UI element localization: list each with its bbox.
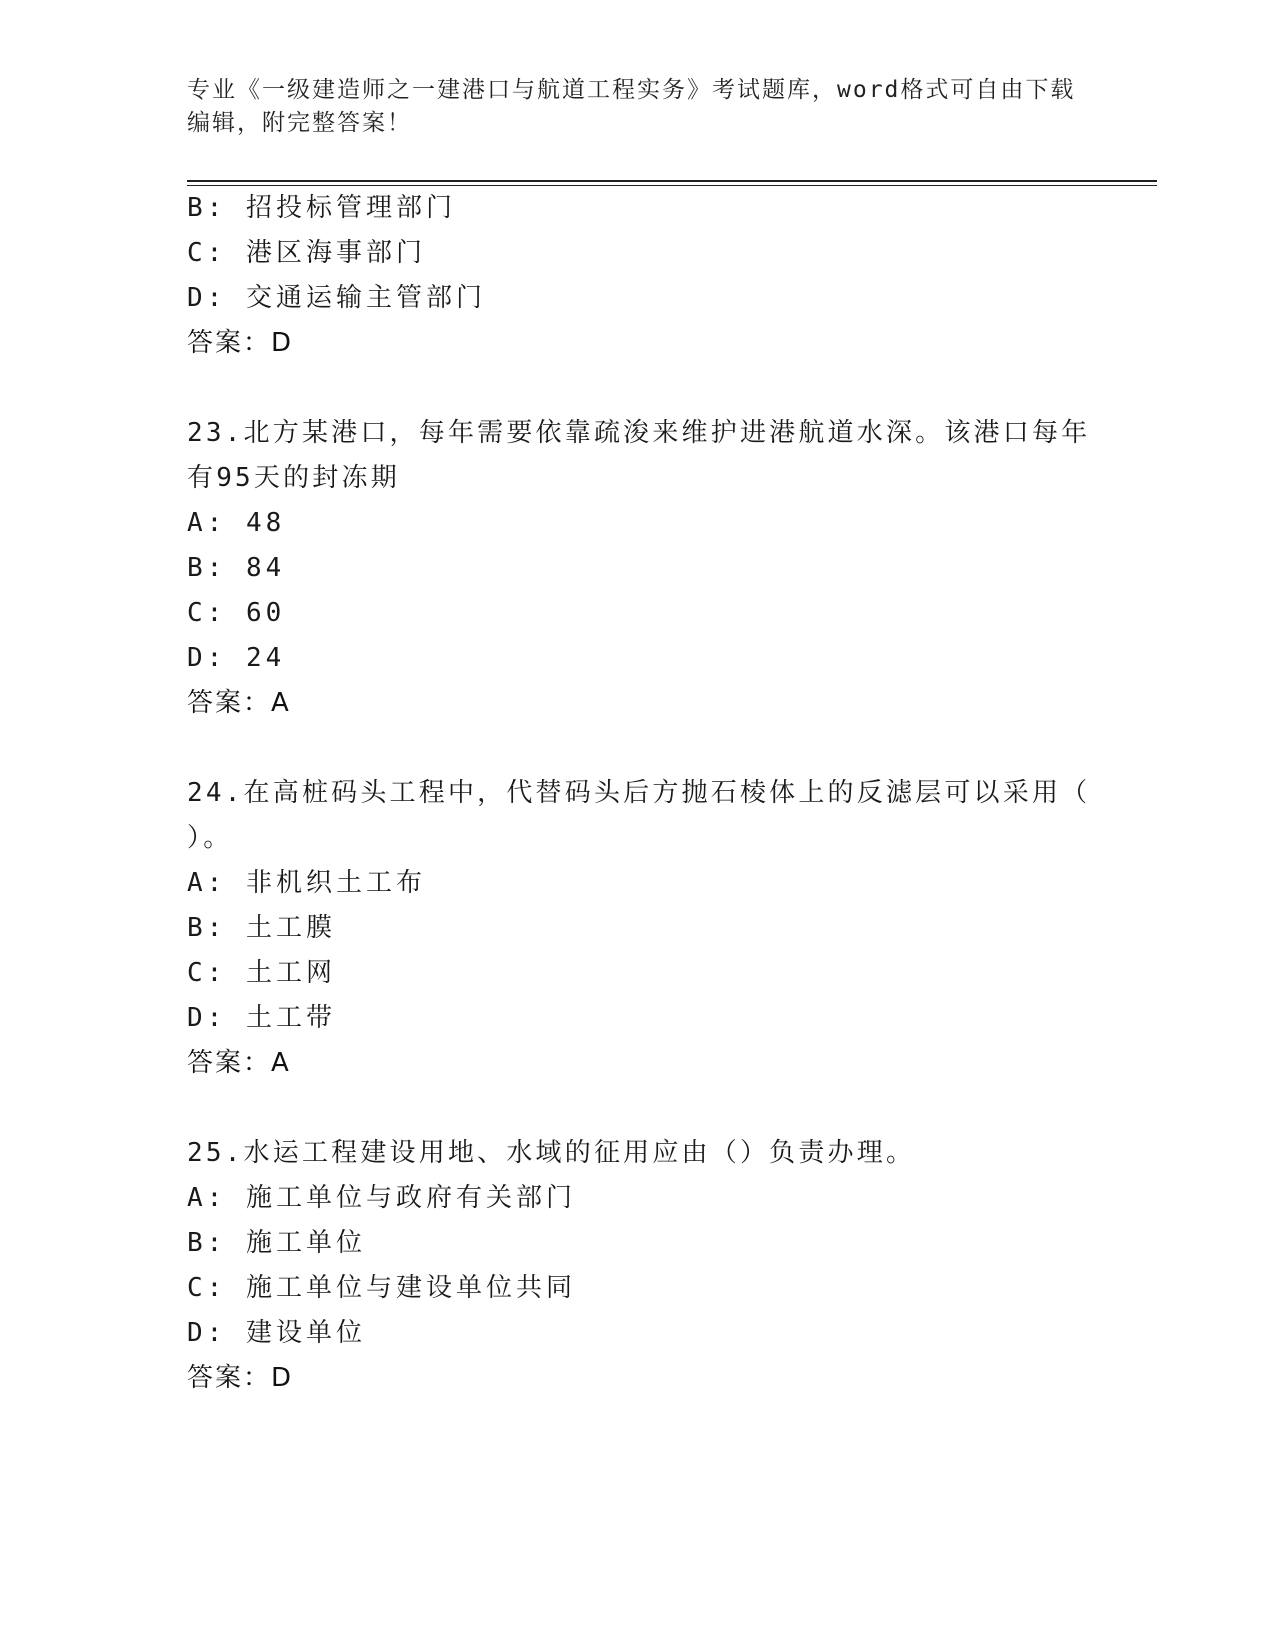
q25-stem-line-1: 25.水运工程建设用地、水域的征用应由（）负责办理。 <box>187 1138 916 1168</box>
prev-option-d: D: 交通运输主管部门 <box>187 283 486 313</box>
q23-option-b: B: 84 <box>187 553 286 583</box>
q25-option-c: C: 施工单位与建设单位共同 <box>187 1273 576 1303</box>
prev-option-b: B: 招投标管理部门 <box>187 193 456 223</box>
q24-stem-line-2: ）。 <box>187 823 233 853</box>
q24-stem-line-1: 24.在高桩码头工程中，代替码头后方抛石棱体上的反滤层可以采用（ <box>187 778 1091 808</box>
document-header: 专业《一级建造师之一建港口与航道工程实务》考试题库，word格式可自由下载编辑，附完整答案！ <box>187 77 1076 136</box>
q25-option-b: B: 施工单位 <box>187 1228 366 1258</box>
q25-answer: 答案：D <box>187 1363 294 1393</box>
q24-option-d: D: 土工带 <box>187 1003 336 1033</box>
q23-stem-line-1: 23.北方某港口，每年需要依靠疏浚来维护进港航道水深。该港口每年 <box>187 418 1091 448</box>
q24-option-a: A: 非机织土工布 <box>187 868 426 898</box>
q24-option-b: B: 土工膜 <box>187 913 336 943</box>
header-divider-thick <box>187 180 1157 182</box>
q24-option-c: C: 土工网 <box>187 958 336 988</box>
q23-stem-line-2: 有95天的封冻期 <box>187 463 400 493</box>
q23-answer: 答案：A <box>187 688 291 718</box>
prev-option-c: C: 港区海事部门 <box>187 238 426 268</box>
q23-option-c: C: 60 <box>187 598 286 628</box>
q25-option-d: D: 建设单位 <box>187 1318 366 1348</box>
q25-option-a: A: 施工单位与政府有关部门 <box>187 1183 576 1213</box>
q23-option-a: A: 48 <box>187 508 286 538</box>
q24-answer: 答案：A <box>187 1048 291 1078</box>
prev-answer: 答案：D <box>187 328 294 358</box>
header-divider-thin <box>187 185 1157 186</box>
q23-option-d: D: 24 <box>187 643 286 673</box>
